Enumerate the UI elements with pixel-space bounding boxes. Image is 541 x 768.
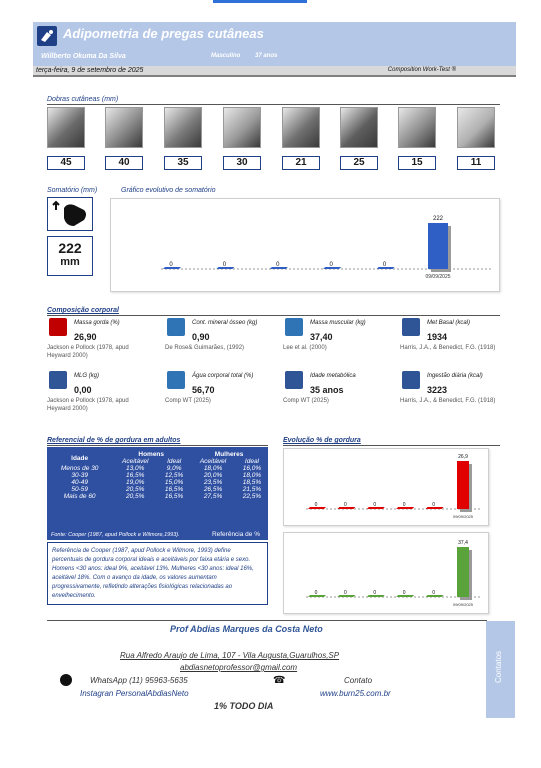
data-label: 0 xyxy=(222,262,227,268)
col-homens: Homens xyxy=(138,451,165,458)
fold-photo xyxy=(398,107,436,148)
table-cell: Menos de 30 xyxy=(60,465,99,472)
divider xyxy=(47,445,268,446)
caliper-icon xyxy=(37,26,57,46)
indicator-reference: Harris, J.A., & Benedict, F.G. (1918) xyxy=(400,398,496,404)
data-label: 222 xyxy=(432,216,444,222)
indicator-icon xyxy=(285,371,303,389)
muscle-evolution-chart-svg xyxy=(284,533,490,615)
table-cell: 50-59 xyxy=(71,486,88,493)
indicator-title: Met Basal (kcal) xyxy=(427,320,471,326)
indicator-title: Massa muscular (kg) xyxy=(310,320,366,326)
table-cell: 18,0% xyxy=(203,465,223,472)
indicator-reference: Lee et al. (2000) xyxy=(283,345,327,351)
summation-unit: mm xyxy=(60,256,80,268)
whatsapp-icon xyxy=(60,674,72,686)
caliper-hand-icon xyxy=(47,197,93,231)
divider xyxy=(283,445,500,446)
indicator-icon xyxy=(167,371,185,389)
contato-label: Contato xyxy=(344,676,373,685)
indicator-value: 37,40 xyxy=(310,332,333,342)
data-label: 37,4 xyxy=(458,540,468,546)
table-row xyxy=(47,465,268,472)
summation-chart-label: Gráfico evolutivo de somatório xyxy=(121,187,216,194)
indicator-value: 1934 xyxy=(427,332,448,342)
client-age: 37 anos xyxy=(255,53,278,59)
data-label: 0 xyxy=(314,590,318,596)
whatsapp-number: WhatsApp (11) 95963-5635 xyxy=(90,676,188,685)
divider xyxy=(47,315,500,316)
divider xyxy=(47,104,500,105)
data-label: 0 xyxy=(329,262,333,268)
subheader-cell: Aceitável xyxy=(122,458,149,465)
client-sex: Masculino xyxy=(211,53,241,59)
table-cell: 27,5% xyxy=(203,493,223,500)
composition-brand: Composition Work-Test ® xyxy=(387,67,456,73)
table-source: Fonte: Cooper (1987, apud Pollock e Wilmore,1993). xyxy=(51,532,180,538)
evolution-label: Evolução % de gordura xyxy=(283,437,361,444)
bar xyxy=(457,461,469,509)
indicator-reference-2: Heyward 2000) xyxy=(47,353,88,359)
indicator-value: 3223 xyxy=(427,385,448,395)
fold-value: 21 xyxy=(282,156,320,170)
indicator-value: 26,90 xyxy=(74,332,97,342)
indicator-value: 56,70 xyxy=(192,385,215,395)
bar xyxy=(428,223,448,269)
composition-label: Composição corporal xyxy=(47,307,119,314)
data-label: 0 xyxy=(169,262,173,268)
table-row xyxy=(47,472,268,479)
fold-photo xyxy=(105,107,143,148)
table-cell: 20,5% xyxy=(125,493,145,500)
contacts-tab-label: Contatos xyxy=(494,650,503,683)
fold-photo xyxy=(223,107,261,148)
bar xyxy=(457,547,469,597)
data-label: 0 xyxy=(314,502,318,508)
phone-icon: ☎ xyxy=(273,675,286,686)
date-bar xyxy=(33,66,516,77)
indicator-reference: Jackson e Pollock (1978, apud xyxy=(47,398,129,404)
fold-value: 40 xyxy=(105,156,143,170)
category-label: 09/09/2025 xyxy=(452,602,474,607)
indicator-reference: Comp WT (2025) xyxy=(283,398,329,404)
data-label: 0 xyxy=(344,502,347,508)
data-label: 0 xyxy=(373,502,377,508)
data-label: 0 xyxy=(276,262,280,268)
indicator-title: MLG (kg) xyxy=(74,373,100,379)
top-accent-line xyxy=(213,0,307,3)
table-cell: 18,0% xyxy=(242,472,262,479)
table-cell: 15,0% xyxy=(164,479,184,486)
summation-label: Somatório (mm) xyxy=(47,187,98,194)
table-cell: 16,5% xyxy=(164,486,184,493)
indicator-reference: De Rose& Guimarães, (1992) xyxy=(165,345,245,351)
table-cell: 13,0% xyxy=(125,465,145,472)
fold-value: 11 xyxy=(457,156,495,170)
folds-label: Dobras cutâneas (mm) xyxy=(47,96,119,103)
table-cell: 9,0% xyxy=(166,465,182,472)
fat-evolution-chart xyxy=(283,448,489,526)
report-header xyxy=(33,22,516,66)
indicator-reference: Jackson e Pollock (1978, apud xyxy=(47,345,129,351)
fold-photo xyxy=(340,107,378,148)
professor-name: Prof Abdias Marques da Costa Neto xyxy=(170,624,323,634)
data-label: 0 xyxy=(432,590,435,596)
table-cell: 21,5% xyxy=(242,486,262,493)
table-cell: 30-39 xyxy=(71,472,88,479)
indicator-icon xyxy=(167,318,185,336)
fold-photo xyxy=(164,107,202,148)
fold-value: 35 xyxy=(164,156,202,170)
fat-reference-table xyxy=(47,447,268,540)
data-label: 0 xyxy=(382,262,387,268)
table-cell: 20,5% xyxy=(125,486,145,493)
muscle-evolution-chart xyxy=(283,532,489,614)
report-date: terça-feira, 9 de setembro de 2025 xyxy=(36,67,144,74)
col-mulheres: Mulheres xyxy=(214,451,244,458)
table-row xyxy=(47,486,268,493)
category-label: 09/09/2025 xyxy=(425,274,451,280)
contacts-tab[interactable] xyxy=(486,621,515,718)
indicator-value: 35 anos xyxy=(310,385,344,395)
category-label: 09/09/2025 xyxy=(452,514,474,519)
referencial-label: Referencial de % de gordura em adultos xyxy=(47,437,181,444)
indicator-icon xyxy=(49,371,67,389)
report-title: Adipometria de pregas cutâneas xyxy=(63,26,264,41)
table-row xyxy=(47,493,268,500)
summation-box xyxy=(47,236,93,276)
instagram-link[interactable]: Instagran PersonalAbdiasNeto xyxy=(80,689,189,698)
indicator-value: 0,90 xyxy=(192,332,210,342)
fold-photo xyxy=(457,107,495,148)
indicator-reference: Harris, J.A., & Benedict, F.G. (1918) xyxy=(400,345,496,351)
table-cell: 16,5% xyxy=(164,493,184,500)
address: Rua Alfredo Araujo de Lima, 107 - Vila Augusta,Guarulhos,SP xyxy=(120,651,340,660)
slogan: 1% TODO DIA xyxy=(214,701,274,711)
fold-value: 15 xyxy=(398,156,436,170)
footer-divider xyxy=(47,620,487,621)
table-cell: 19,0% xyxy=(125,479,145,486)
table-cell: 40-49 xyxy=(71,479,88,486)
indicator-reference: Comp WT (2025) xyxy=(165,398,211,404)
data-label: 0 xyxy=(402,502,406,508)
indicator-icon xyxy=(402,371,420,389)
table-cell: 26,5% xyxy=(203,486,223,493)
website-link[interactable]: www.burn25.com.br xyxy=(320,689,391,698)
fat-evolution-chart-svg xyxy=(284,449,490,527)
table-cell: 12,5% xyxy=(164,472,184,479)
table-cell: 20,0% xyxy=(203,472,223,479)
table-ref-label: Referência de % xyxy=(211,531,260,538)
indicator-reference-2: Heyward 2000) xyxy=(47,406,88,412)
indicator-icon xyxy=(285,318,303,336)
table-cell: 22,5% xyxy=(242,493,262,500)
data-label: 0 xyxy=(373,590,377,596)
reference-note: Referência de Cooper (1987, apud Pollock e Wilmore, 1993) define percentuais de gordura corporal ideais e aceitáveis por faixa etária e sexo. Homens <30 anos: ideal 9%, aceitável 13%. Mulheres <30 anos: ideal 16%, aceitável 18%. Com o avanço da idade, os valores aumentam progressivamente, refletindo alterações fisiológicas relacionadas ao envelhecimento. xyxy=(47,542,268,605)
indicator-title: Água corporal total (%) xyxy=(192,373,254,379)
client-name: Willberto Okuma Da Silva xyxy=(41,53,126,60)
fold-value: 25 xyxy=(340,156,378,170)
indicator-icon xyxy=(49,318,67,336)
fold-value: 30 xyxy=(223,156,261,170)
table-cell: Mais de 60 xyxy=(63,493,96,500)
col-idade: Idade xyxy=(71,454,89,462)
table-cell: 23,5% xyxy=(203,479,223,486)
indicator-title: Ingestão diária (kcal) xyxy=(427,373,483,379)
indicator-title: Idade metabólica xyxy=(310,373,356,379)
subheader-cell: Ideal xyxy=(244,458,260,465)
indicator-icon xyxy=(402,318,420,336)
summation-chart-svg xyxy=(111,199,501,293)
summation-chart xyxy=(110,198,500,292)
summation-value: 222 xyxy=(58,240,82,256)
fold-photo xyxy=(282,107,320,148)
email-link[interactable]: abdiasnetoprofessor@gmail.com xyxy=(180,663,298,672)
data-label: 0 xyxy=(344,590,347,596)
table-row xyxy=(47,479,268,486)
subheader-cell: Aceitável xyxy=(199,458,227,465)
indicator-title: Massa gorda (%) xyxy=(74,320,120,326)
table-cell: 16,5% xyxy=(125,472,145,479)
data-label: 0 xyxy=(402,590,406,596)
fold-value: 45 xyxy=(47,156,85,170)
fold-photo xyxy=(47,107,85,148)
table-cell: 16,0% xyxy=(242,465,262,472)
indicator-title: Cont. mineral ósseo (kg) xyxy=(192,320,258,326)
table-cell: 18,5% xyxy=(242,479,262,486)
data-label: 26,9 xyxy=(458,454,468,460)
data-label: 0 xyxy=(432,502,435,508)
subheader-cell: Ideal xyxy=(167,458,182,465)
indicator-value: 0,00 xyxy=(74,385,92,395)
